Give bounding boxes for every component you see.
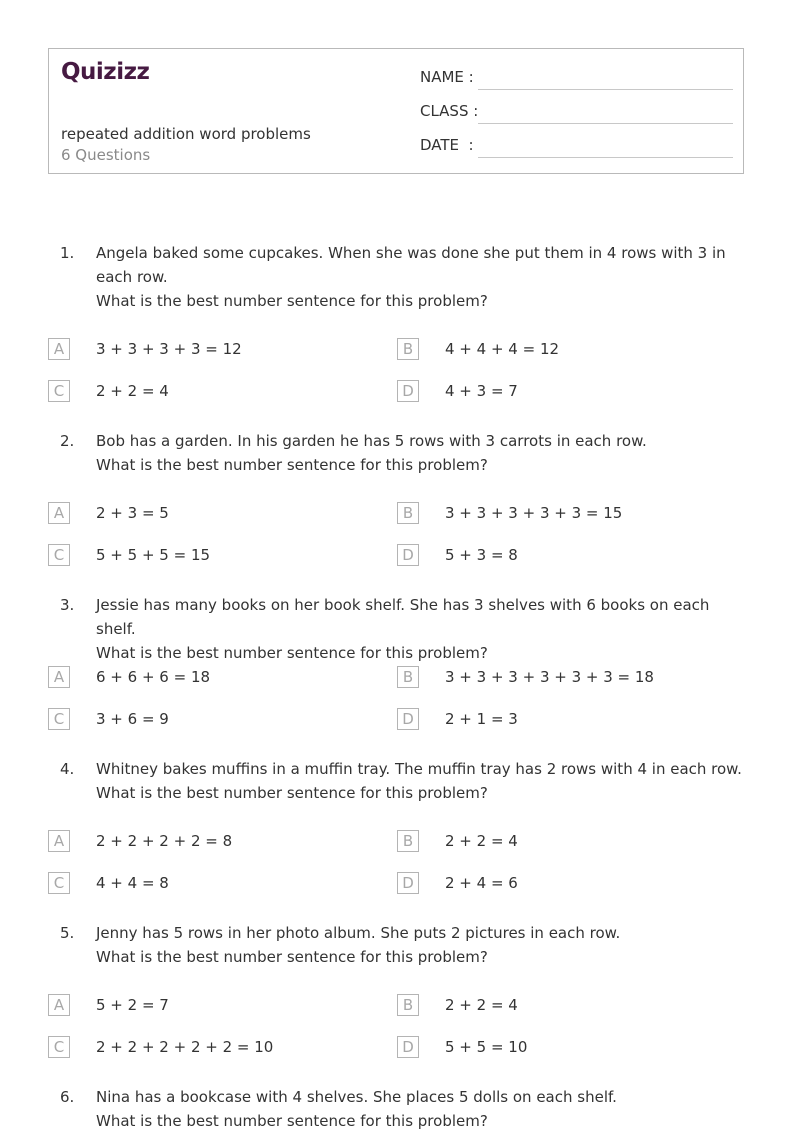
option-b-box[interactable]: B <box>397 666 419 688</box>
option-b-text: 2 + 2 = 4 <box>445 996 518 1014</box>
option-a-text: 2 + 3 = 5 <box>96 504 169 522</box>
option-a-text: 6 + 6 + 6 = 18 <box>96 668 211 686</box>
option-d-box[interactable]: D <box>397 1036 419 1058</box>
class-label: CLASS : <box>420 102 479 120</box>
option-c-box[interactable]: C <box>48 380 70 402</box>
option-c-text: 2 + 2 = 4 <box>96 382 169 400</box>
question-text: Bob has a garden. In his garden he has 5 rows with 3 carrots in each row. What is the best number sentence for this problem? <box>96 432 647 474</box>
option-c-text: 3 + 6 = 9 <box>96 710 169 728</box>
option-d-text: 2 + 1 = 3 <box>445 710 518 728</box>
option-c-text: 4 + 4 = 8 <box>96 874 169 892</box>
option-a-text: 5 + 2 = 7 <box>96 996 169 1014</box>
question-number: 1. <box>60 244 75 262</box>
option-a-box[interactable]: A <box>48 502 70 524</box>
option-d-box[interactable]: D <box>397 872 419 894</box>
option-b-text: 3 + 3 + 3 + 3 + 3 = 15 <box>445 504 623 522</box>
option-a-box[interactable]: A <box>48 666 70 688</box>
option-d-text: 5 + 3 = 8 <box>445 546 518 564</box>
question-text: Jessie has many books on her book shelf. She has 3 shelves with 6 books on each shelf. What is the best number sentence for this problem? <box>96 596 710 662</box>
option-b-text: 2 + 2 = 4 <box>445 832 518 850</box>
option-a-text: 3 + 3 + 3 + 3 = 12 <box>96 340 242 358</box>
option-b-box[interactable]: B <box>397 338 419 360</box>
option-c-box[interactable]: C <box>48 544 70 566</box>
option-d-box[interactable]: D <box>397 708 419 730</box>
name-label: NAME : <box>420 68 474 86</box>
question-count: 6 Questions <box>61 146 151 164</box>
question-number: 6. <box>60 1088 75 1106</box>
quizizz-logo: Quizizz <box>61 59 150 85</box>
option-b-box[interactable]: B <box>397 830 419 852</box>
option-a-text: 2 + 2 + 2 + 2 = 8 <box>96 832 233 850</box>
option-b-box[interactable]: B <box>397 502 419 524</box>
worksheet-title: repeated addition word problems <box>61 125 311 143</box>
date-label: DATE : <box>420 136 474 154</box>
option-c-box[interactable]: C <box>48 708 70 730</box>
option-a-box[interactable]: A <box>48 994 70 1016</box>
option-b-text: 4 + 4 + 4 = 12 <box>445 340 560 358</box>
class-line[interactable] <box>478 123 733 124</box>
option-a-box[interactable]: A <box>48 338 70 360</box>
option-c-text: 2 + 2 + 2 + 2 + 2 = 10 <box>96 1038 274 1056</box>
question-text: Angela baked some cupcakes. When she was done she put them in 4 rows with 3 in each row. What is the best number sentence for this problem? <box>96 244 726 310</box>
option-d-text: 5 + 5 = 10 <box>445 1038 528 1056</box>
option-c-box[interactable]: C <box>48 872 70 894</box>
option-d-text: 4 + 3 = 7 <box>445 382 518 400</box>
option-c-box[interactable]: C <box>48 1036 70 1058</box>
date-line[interactable] <box>478 157 733 158</box>
question-number: 3. <box>60 596 75 614</box>
option-d-box[interactable]: D <box>397 544 419 566</box>
option-b-box[interactable]: B <box>397 994 419 1016</box>
option-d-box[interactable]: D <box>397 380 419 402</box>
option-c-text: 5 + 5 + 5 = 15 <box>96 546 211 564</box>
option-a-box[interactable]: A <box>48 830 70 852</box>
question-text: Jenny has 5 rows in her photo album. She puts 2 pictures in each row. What is the best number sentence for this problem? <box>96 924 621 966</box>
option-d-text: 2 + 4 = 6 <box>445 874 518 892</box>
worksheet-header <box>48 48 744 174</box>
option-b-text: 3 + 3 + 3 + 3 + 3 + 3 = 18 <box>445 668 654 686</box>
name-line[interactable] <box>478 89 733 90</box>
question-text: Whitney bakes muffins in a muffin tray. The muffin tray has 2 rows with 4 in each row. What is the best number sentence for this problem? <box>96 760 742 802</box>
question-number: 5. <box>60 924 75 942</box>
question-number: 2. <box>60 432 75 450</box>
question-text: Nina has a bookcase with 4 shelves. She places 5 dolls on each shelf. What is the best number sentence for this problem? <box>96 1088 617 1130</box>
question-number: 4. <box>60 760 75 778</box>
